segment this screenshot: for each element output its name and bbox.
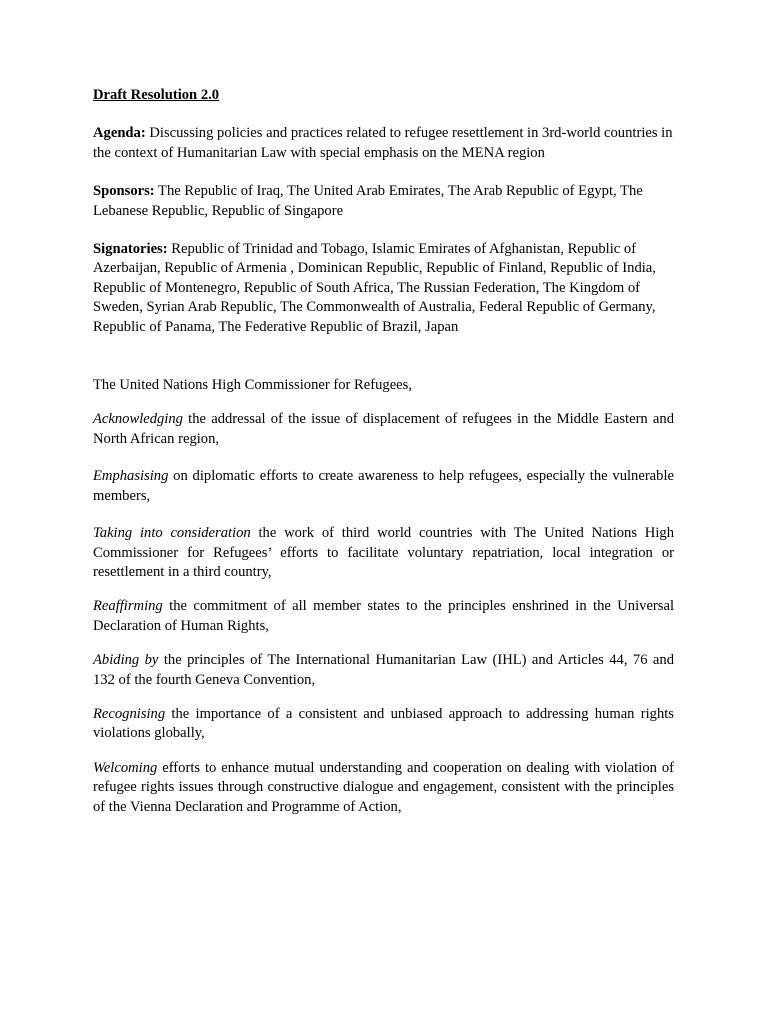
clause-keyword: Emphasising	[93, 468, 169, 485]
sponsors-paragraph	[93, 182, 674, 221]
clause-keyword: Welcoming	[93, 759, 158, 776]
sponsors-label: Sponsors:	[93, 183, 155, 200]
clause-keyword: Reaffirming	[93, 598, 163, 615]
signatories-paragraph	[93, 240, 674, 337]
clause-text: efforts to enhance mutual understanding and cooperation on dealing with violation of refugee rights issues through constructive dialogue and engagement, consistent with the principles of the Vienna Declaration and Programme of Action,	[93, 759, 674, 815]
document-page	[93, 86, 674, 817]
clause-text: the importance of a consistent and unbiased approach to addressing human rights violations globally,	[93, 705, 674, 742]
signatories-label: Signatories:	[93, 241, 168, 258]
clause-text: on diplomatic efforts to create awareness to help refugees, especially the vulnerable members,	[93, 468, 674, 504]
clause-text: the addressal of the issue of displacement of refugees in the Middle Eastern and North African region,	[93, 411, 674, 447]
preambular-clause-abiding-by	[93, 651, 674, 690]
preambular-clause-welcoming	[93, 759, 674, 817]
document-title: Draft Resolution 2.0	[93, 87, 220, 103]
preambular-clause-taking-into-consideration	[93, 524, 674, 582]
opening-line: The United Nations High Commissioner for Refugees,	[93, 377, 412, 394]
signatories-text: Republic of Trinidad and Tobago, Islamic Emirates of Afghanistan, Republic of Azerbaijan, Republic of Armenia , Dominican Republic, Republic of Finland, Republic of India, Republic of Montenegro, Republic of South Africa, The Russian Federation, The Kingdom of Sweden, Syrian Arab Republic, The Commonwealth of Australia, Federal Republic of Germany, Republic of Panama, The Federative Republic of Brazil, Japan	[93, 241, 656, 335]
clause-keyword: Recognising	[93, 705, 166, 722]
clause-keyword: Abiding by	[93, 652, 159, 669]
sponsors-text: The Republic of Iraq, The United Arab Emirates, The Arab Republic of Egypt, The Lebanese Republic, Republic of Singapore	[93, 183, 643, 219]
preambular-clause-acknowledging	[93, 410, 674, 449]
clause-text: the commitment of all member states to the principles enshrined in the Universal Declaration of Human Rights,	[93, 598, 674, 634]
preambular-clause-recognising	[93, 705, 674, 744]
clause-keyword: Acknowledging	[93, 411, 183, 428]
agenda-label: Agenda:	[93, 125, 146, 142]
clause-text: the work of third world countries with The United Nations High Commissioner for Refugees’ efforts to facilitate voluntary repatriation, local integration or resettlement in a third country,	[93, 525, 674, 580]
preambular-clause-reaffirming	[93, 597, 674, 636]
clause-text: the principles of The International Humanitarian Law (IHL) and Articles 44, 76 and 132 of the fourth Geneva Convention,	[93, 652, 674, 688]
preambular-clause-emphasising	[93, 467, 674, 506]
clause-keyword: Taking into consideration	[93, 525, 251, 542]
agenda-text: Discussing policies and practices related to refugee resettlement in 3rd-world countries in the context of Humanitarian Law with special emphasis on the MENA region	[93, 125, 673, 161]
agenda-paragraph	[93, 124, 674, 163]
